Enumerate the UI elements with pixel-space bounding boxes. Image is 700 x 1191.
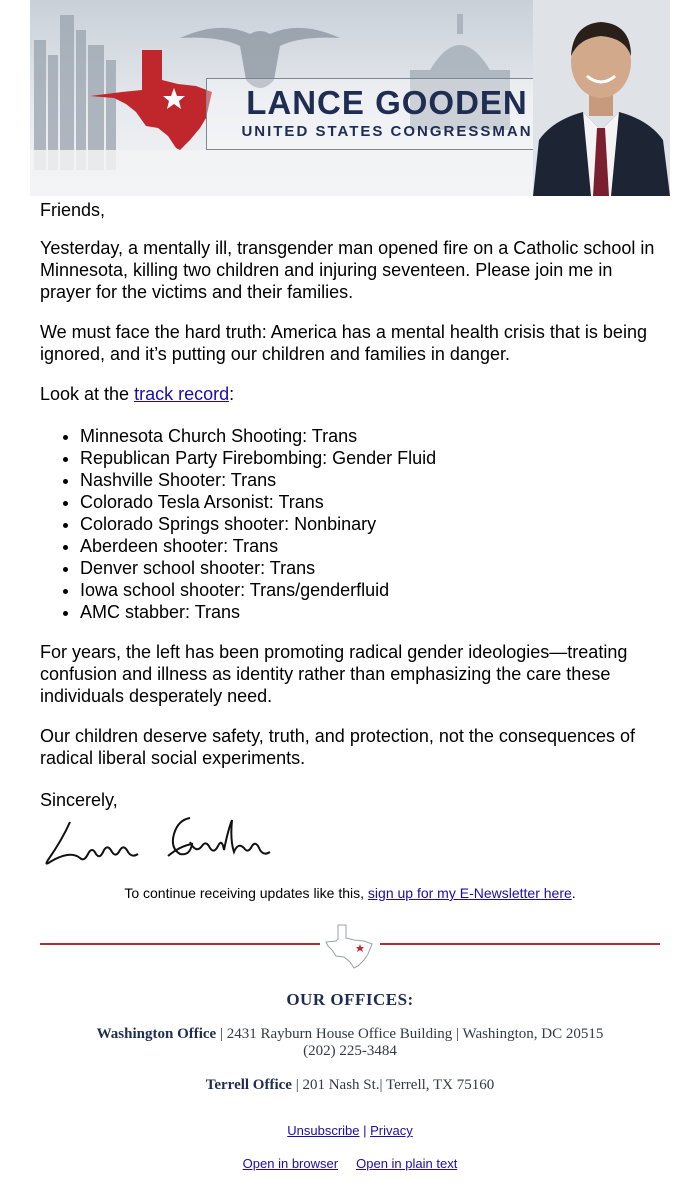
newsletter-signup-link[interactable]: sign up for my E-Newsletter here [367, 885, 572, 901]
congressman-portrait [533, 0, 670, 196]
greeting: Friends, [40, 200, 106, 220]
list-item: • Republican Party Firebombing: Gender Fluid [80, 447, 436, 469]
divider-left [40, 943, 320, 945]
list-item: • AMC stabber: Trans [80, 601, 436, 623]
terrell-office-address: | 201 Nash St.| Terrell, TX 75160 [291, 1077, 495, 1093]
washington-office [0, 1026, 700, 1060]
footer-legal-links [0, 1123, 700, 1139]
list-item: • Nashville Shooter: Trans [80, 469, 436, 491]
congressman-title: UNITED STATES CONGRESSMAN [241, 123, 533, 140]
list-item: • Colorado Springs shooter: Nonbinary [80, 513, 436, 535]
newsletter-prefix: To continue receiving updates like this, [124, 885, 368, 901]
open-in-browser-link[interactable]: Open in browser [242, 1156, 339, 1171]
congressman-name: LANCE GOODEN [246, 84, 528, 121]
paragraph-5: Our children deserve safety, truth, and protection, not the consequences of radical liberal social experiments. [40, 726, 636, 768]
track-suffix: : [229, 384, 235, 404]
newsletter-suffix: . [571, 885, 576, 901]
terrell-office-name: Terrell Office [205, 1077, 292, 1093]
newsletter-line [0, 885, 700, 902]
list-item: • Colorado Tesla Arsonist: Trans [80, 491, 436, 513]
footer-view-links [0, 1156, 700, 1172]
footer-separator: | [359, 1123, 371, 1138]
paragraph-2: We must face the hard truth: America has a mental health crisis that is being ignored, and it’s putting our children and families in danger. [40, 322, 647, 364]
signature-image [40, 810, 280, 868]
incident-list [40, 425, 436, 623]
privacy-link[interactable]: Privacy [370, 1123, 413, 1138]
track-record-link[interactable]: track record [134, 384, 230, 404]
track-record-line [40, 383, 234, 405]
list-item: • Aberdeen shooter: Trans [80, 535, 436, 557]
divider-right [380, 943, 660, 945]
paragraph-1: Yesterday, a mentally ill, transgender man opened fire on a Catholic school in Minnesota, killing two children and injuring seventeen. Please join me in prayer for the victims and their families. [40, 238, 655, 302]
header-banner [30, 0, 670, 196]
list-item: • Minnesota Church Shooting: Trans [80, 425, 436, 447]
list-item: • Iowa school shooter: Trans/genderfluid [80, 579, 436, 601]
paragraph-4: For years, the left has been promoting radical gender ideologies—treating confusion and illness as identity rather than emphasizing the care these individuals desperately need. [40, 642, 628, 706]
closing: Sincerely, [40, 790, 118, 810]
offices-heading: OUR OFFICES: [286, 990, 414, 1009]
washington-office-address: | 2431 Rayburn House Office Building | Washington, DC 20515 [216, 1026, 604, 1042]
track-prefix: Look at the [40, 384, 135, 404]
terrell-office [0, 1077, 700, 1094]
list-item: • Denver school shooter: Trans [80, 557, 436, 579]
texas-outline-icon [324, 922, 376, 970]
washington-office-name: Washington Office [96, 1026, 217, 1042]
open-plain-text-link[interactable]: Open in plain text [356, 1156, 458, 1171]
washington-office-phone: (202) 225-3484 [303, 1043, 397, 1059]
unsubscribe-link[interactable]: Unsubscribe [287, 1123, 360, 1138]
